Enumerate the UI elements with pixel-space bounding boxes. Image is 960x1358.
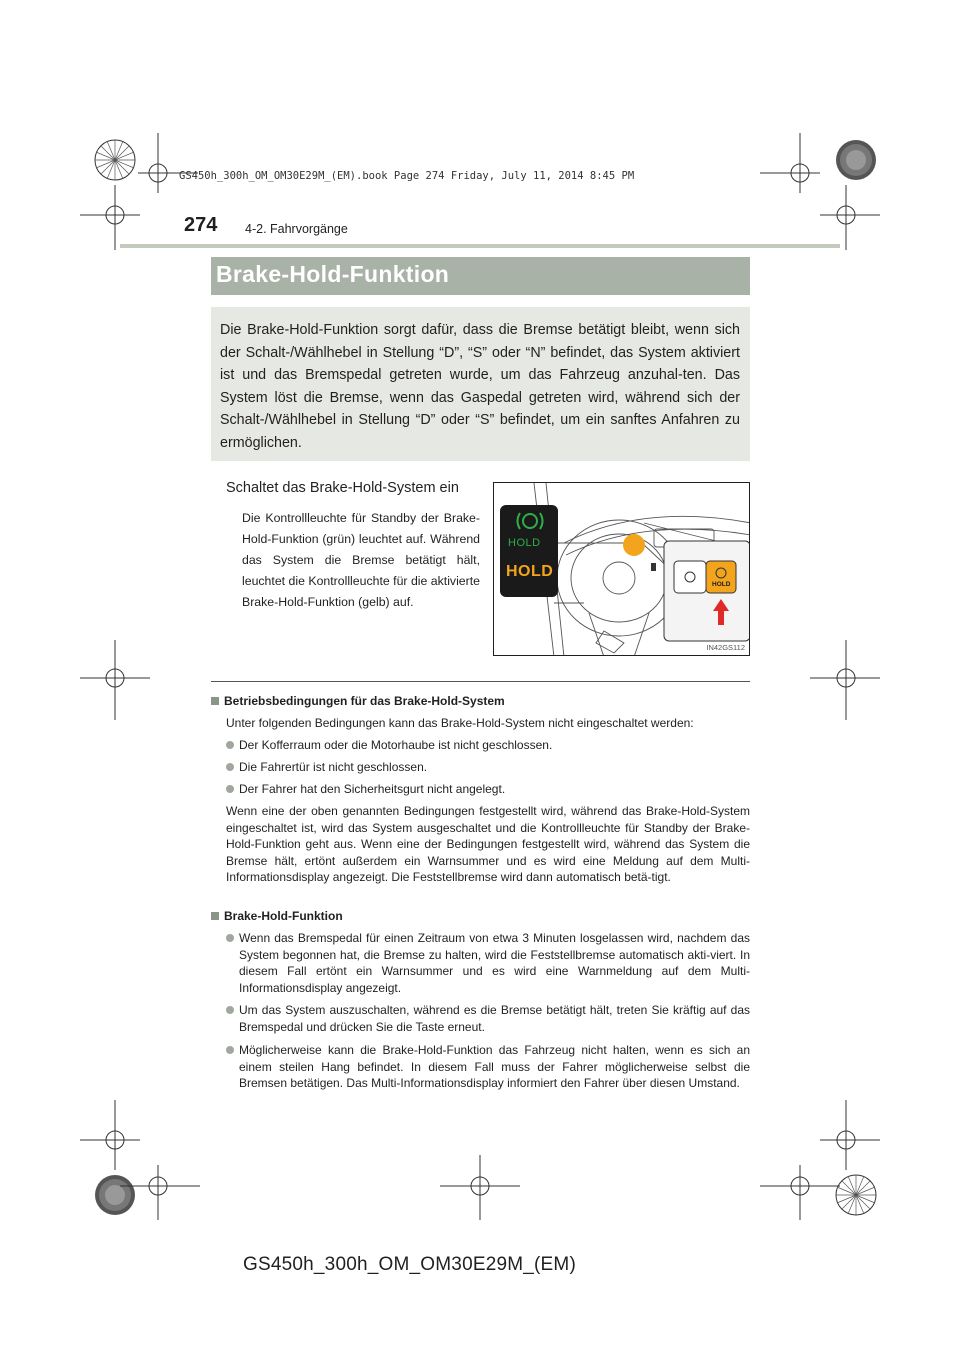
intro-box [211, 307, 750, 461]
round-bullet-icon [226, 741, 234, 749]
standby-indicator-label: HOLD [508, 537, 541, 549]
separator-rule [211, 681, 750, 682]
book-header: GS450h_300h_OM_OM30E29M_(EM).book Page 274 Friday, July 11, 2014 8:45 PM [179, 170, 635, 182]
footer-doc-code: GS450h_300h_OM_OM30E29M_(EM) [243, 1254, 576, 1275]
conditions-heading: Betriebsbedingungen für das Brake-Hold-System [211, 693, 505, 710]
list-item: Die Fahrertür ist nicht geschlossen. [226, 759, 750, 776]
illustration-code: IN42GS112 [706, 643, 745, 652]
brake-hold-standby-icon [512, 509, 548, 537]
list-item: Der Fahrer hat den Sicherheitsgurt nicht angelegt. [226, 781, 750, 798]
page-number: 274 [184, 214, 218, 236]
header-rule [120, 244, 840, 248]
switch-heading: Schaltet das Brake-Hold-System ein [226, 480, 459, 496]
list-item: Um das System auszuschalten, während es die Bremse betätigt hält, treten Sie kräftig auf das Bremspedal und drücken Sie die Taste erneut. [226, 1002, 750, 1035]
function-heading: Brake-Hold-Funktion [211, 908, 343, 925]
list-item: Wenn das Bremspedal für einen Zeitraum von etwa 3 Minuten losgelassen wird, nachdem das System begonnen hat, die Bremse zu halten, wird die Feststellbremse automatisch akti-viert. In diesem Fall ertönt ein Warnsummer und es wird eine Warnmeldung auf dem Multi-Informationsdisplay angezeigt. [226, 930, 750, 996]
conditions-lead: Unter folgenden Bedingungen kann das Brake-Hold-System nicht eingeschaltet werden: [226, 716, 694, 730]
round-bullet-icon [226, 1006, 234, 1014]
page-title: Brake-Hold-Funktion [216, 261, 450, 287]
square-bullet-icon [211, 697, 219, 705]
hold-switch-illustration [493, 482, 750, 656]
round-bullet-icon [226, 785, 234, 793]
list-item: Der Kofferraum oder die Motorhaube ist nicht geschlossen. [226, 737, 750, 754]
switch-description: Die Kontrollleuchte für Standby der Brake-Hold-Funktion (grün) leuchtet auf. Während das System die Bremse betätigt hält, leuchtet die Kontrollleuchte für die aktivierte Brake-Hold-Funktion (gelb) auf. [242, 511, 480, 609]
active-indicator-label: HOLD [506, 563, 554, 580]
hold-button-label: HOLD [712, 581, 731, 588]
round-bullet-icon [226, 1046, 234, 1054]
intro-text: Die Brake-Hold-Funktion sorgt dafür, dass die Bremse betätigt bleibt, wenn sich der Schalt-/Wählhebel in Stellung “D”, “S” oder “N” befindet, das System aktiviert ist und das Bremspedal getreten wurde, um das Fahrzeug anzuhal-ten. Das System löst die Bremse, wenn das Gaspedal getreten wird, während sich der Schalt-/Wählhebel in Stellung “D” oder “S” befindet, um ein sanftes Anfahren zu ermöglichen. [220, 322, 740, 451]
list-item: Möglicherweise kann die Brake-Hold-Funktion das Fahrzeug nicht halten, wenn es sich an einem steilen Hang befindet. In diesem Fall muss der Fahrer möglicherweise selbst die Bremsen betätigen. Das Multi-Informationsdisplay informiert den Fahrer über diesen Umstand. [226, 1042, 750, 1092]
round-bullet-icon [226, 763, 234, 771]
round-bullet-icon [226, 934, 234, 942]
section-label: 4-2. Fahrvorgänge [245, 222, 348, 236]
conditions-paragraph: Wenn eine der oben genannten Bedingungen festgestellt wird, während das Brake-Hold-System eingeschaltet ist, wird das System ausgeschaltet und die Kontrollleuchte für Standby der Brake-Hold-Funktion geht aus. Wenn eine der Bedingungen festgestellt wird, während das System die Bremse hält, ertönt außerdem ein Warnsummer und es wird eine Meldung auf dem Multi-Informationsdisplay angezeigt. Die Feststellbremse wird dann automatisch betä-tigt. [226, 804, 750, 884]
square-bullet-icon [211, 912, 219, 920]
title-bar [211, 257, 750, 295]
